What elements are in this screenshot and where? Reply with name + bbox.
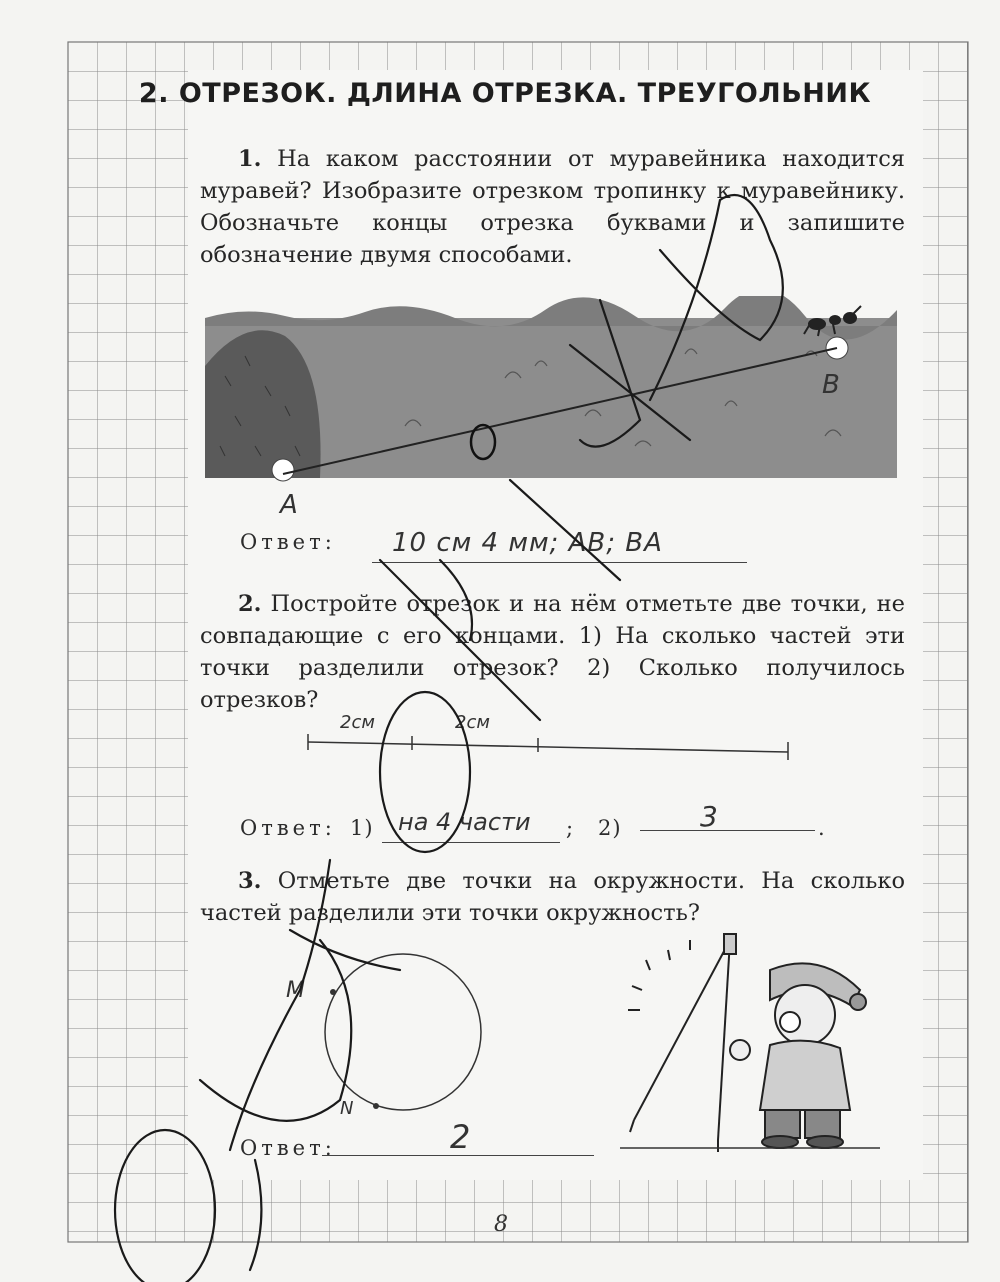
- task1-body: На каком расстоянии от муравейника находится муравей? Изобразите отрезком тропинку к муравейнику. Обозначьте концы отрезка буквами и запишите обозначение двумя способами.: [200, 146, 905, 268]
- task1-answer-label: Ответ:: [240, 530, 336, 554]
- task2-end-mark: .: [818, 816, 829, 840]
- task2-body: Постройте отрезок и на нём отметьте две точки, не совпадающие с его концами. 1) На сколько частей эти точки разделили отрезок? 2) Сколько получилось отрезков?: [200, 591, 905, 713]
- task3-answer: 2: [450, 1118, 471, 1156]
- task2-number: 2.: [238, 591, 262, 617]
- task2-part1-answer: на 4 части: [398, 808, 531, 836]
- task3-answer-label: Ответ:: [240, 1136, 336, 1160]
- task1-answer: 10 см 4 мм; AB; BA: [392, 528, 663, 558]
- point-b-label: B: [822, 370, 840, 400]
- task2-separator: ;: [566, 816, 578, 840]
- task2-part2-answer: 3: [700, 800, 718, 833]
- task2-answer-label: Ответ:: [240, 816, 336, 840]
- task3-body: Отметьте две точки на окружности. На сколько частей разделили эти точки окружность?: [200, 868, 905, 926]
- task2-part2-label: 2): [598, 816, 622, 840]
- page-number: 8: [494, 1212, 508, 1237]
- page-title: 2. ОТРЕЗОК. ДЛИНА ОТРЕЗКА. ТРЕУГОЛЬНИК: [138, 78, 872, 109]
- segment-label-2: 2см: [455, 712, 490, 733]
- task2-part1-label: 1): [350, 816, 374, 840]
- segment-label-1: 2см: [340, 712, 375, 733]
- point-m-label: M: [286, 978, 305, 1003]
- task1-number: 1.: [238, 146, 262, 172]
- task3-number: 3.: [238, 868, 262, 894]
- point-n-label: N: [340, 1098, 354, 1119]
- point-a-label: A: [280, 490, 298, 520]
